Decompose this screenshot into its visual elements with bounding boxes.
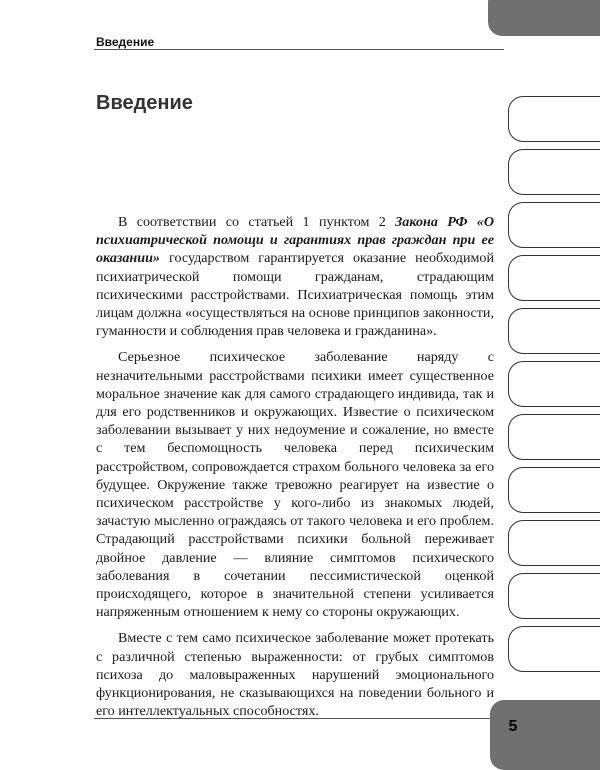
law-reference: Закона РФ «О психиатрической помощи и гарантиях прав граждан при ее оказании» [96,214,494,267]
thumb-tab [508,361,600,407]
body-text [96,213,494,728]
side-thumb-tabs [508,96,600,679]
paragraph-1 [96,213,494,340]
running-header-title: Введение [96,35,155,49]
thumb-tab [508,308,600,354]
thumb-tab [508,96,600,142]
footer-divider [94,718,496,719]
page-number: 5 [508,718,518,735]
thumb-tab [508,414,600,460]
thumb-tab [508,520,600,566]
corner-tab-decoration [488,0,600,36]
thumb-tab [508,467,600,513]
thumb-tab [508,255,600,301]
header-divider [94,49,504,50]
paragraph-2: Серьезное психическое заболевание наряду с незначительными расстройствами психики имеет существенное моральное значение как для самого страдающего индивида, так и для его родственников и окружающих. Известие о психическом заболевании вызывает у них недоумение и сожаление, но вместе с тем беспомощность человека перед психическим расстройством, сопровождается страхом больного человека за его будущее. Окружение также тревожно реагирует на известие о психическом расстройстве у кого-либо из знакомых людей, зачастую мысленно ограждаясь от такого человека и его проблем. Страдающий расстройствами психики больной переживает двойное давление — влияние симптомов психического заболевания в сочетании пессимистической оценкой происходящего, которое в значительной степени усиливается напряженным отношением к нему со стороны окружающих. [96,349,494,621]
paragraph-3: Вместе с тем само психическое заболевание может протекать с различной степенью выраженности: от грубых симптомов психоза до маловыраженных нарушений эмоционального функционирования, не сказывающихся на поведении больного и его интеллектуальных способностях. [96,630,494,720]
page-heading: Введение [96,92,193,114]
thumb-tab [508,202,600,248]
thumb-tab [508,573,600,619]
thumb-tab [508,149,600,195]
paragraph-1-rest: государством гарантируется оказание необходимой психиатрической помощи гражданам, страдающим психическими расстройствами. Психиатрическая помощь этим лицам должна «осуществляться на основе принципов законности, гуманности и соблюдения прав человека и гражданина». [96,250,494,340]
thumb-tab [508,626,600,672]
paragraph-1-intro: В соответствии со статьей 1 пунктом 2 [118,214,396,230]
